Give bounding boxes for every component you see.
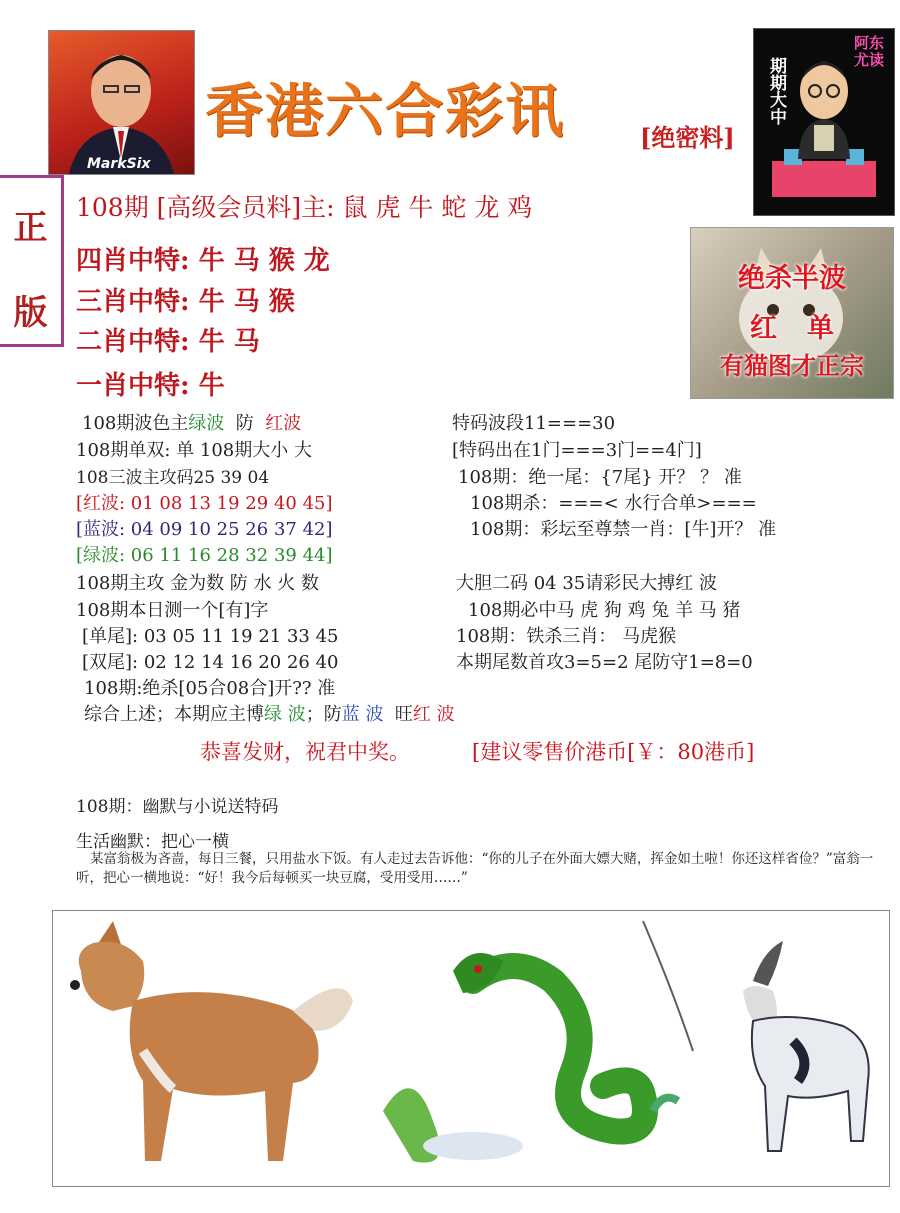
- cartoon-side-text: 期期大中: [766, 57, 786, 125]
- wave-red: 红波: [265, 413, 302, 434]
- portrait-photo-left: [48, 30, 195, 175]
- wave-green: 绿波: [188, 413, 225, 434]
- kill-line: 108期:绝杀[05合08合]开?? 准: [84, 678, 336, 699]
- cat-box-line-2: 红单: [750, 313, 864, 344]
- life-humor-title: 生活幽默：把心一横: [76, 832, 229, 852]
- marksix-logo: MarkSix: [87, 156, 151, 172]
- summary-part-2: ；防: [305, 704, 342, 725]
- three-zodiac-line: 三肖中特: 牛 马 猴: [76, 287, 295, 317]
- tail-attack-line: 本期尾数首攻3=5=2 尾防守1=8=0: [456, 652, 753, 673]
- must-win-line: 108期必中马 虎 狗 鸡 兔 羊 马 猪: [468, 600, 741, 621]
- wave-guard: 防: [224, 413, 266, 434]
- portrait-illustration: [49, 31, 194, 174]
- animal-drawings: [53, 911, 889, 1186]
- two-zodiac-line: 二肖中特: 牛 马: [76, 327, 260, 357]
- single-tail-line: [单尾]: 03 05 11 19 21 33 45: [82, 626, 339, 647]
- three-wave-line: 108三波主攻码25 39 04: [76, 468, 270, 488]
- forum-line: 108期：彩坛至尊禁一肖：[牛]开？ 准: [470, 519, 777, 540]
- special-door-line: [特码出在1门===3门==4门]: [452, 440, 702, 461]
- goat-illustration: [643, 921, 869, 1151]
- test-char-line: 108期本日测一个[有]字: [76, 600, 269, 621]
- authentic-badge-char-2: 版: [13, 293, 48, 333]
- element-kill-line: 108期杀：===< 水行合单>===: [470, 493, 757, 514]
- cat-promo-box: [690, 227, 894, 399]
- authentic-badge-char-1: 正: [13, 208, 48, 248]
- summary-blue: 蓝 波: [341, 704, 384, 725]
- summary-part-1: 综合上述；本期应主博: [84, 704, 264, 725]
- four-zodiac-line: 四肖中特: 牛 马 猴 龙: [76, 246, 330, 276]
- tail-kill-line: 108期：绝一尾：{7尾} 开？ ？ 准: [458, 467, 742, 488]
- dragon-illustration: [383, 953, 645, 1163]
- humor-title: 108期：幽默与小说送特码: [76, 797, 279, 817]
- cartoon-photo-right: [753, 28, 895, 216]
- summary-red: 红 波: [412, 704, 455, 725]
- authentic-badge: [0, 175, 64, 347]
- price-line: [建议零售价港币[￥：80港币]: [472, 740, 755, 764]
- cartoon-corner-text: 阿东尤读: [854, 34, 885, 69]
- bold-two-line: 大胆二码 04 35请彩民大搏红 波: [456, 573, 717, 594]
- iron-kill-line: 108期：铁杀三肖： 马虎猴: [456, 626, 677, 647]
- summary-part-3: 旺: [383, 704, 413, 725]
- congrats-line: 恭喜发财，祝君中奖。: [200, 740, 410, 764]
- cat-box-line-1: 绝杀半波: [738, 263, 846, 294]
- cat-box-line-3: 有猫图才正宗: [720, 352, 864, 380]
- wave-label: 108期波色主: [82, 413, 189, 434]
- special-segment-line: 特码波段11===30: [452, 413, 616, 434]
- page-title-sub: [绝密料]: [640, 123, 735, 152]
- page-title: 香港六合彩讯: [205, 77, 566, 145]
- joke-text: 某富翁极为吝啬，每日三餐，只用盐水下饭。有人走过去告诉他：“你的儿子在外面大嫖大赌，挥金如土啦！你还这样省俭？”富翁一听，把心一横地说：“好！我今后每顿买一块豆腐，受用受用……”: [76, 851, 874, 886]
- single-double-line: 108期单双: 单 108期大小 大: [76, 440, 312, 461]
- zodiac-animal-illustrations: [52, 910, 890, 1187]
- blue-wave-numbers: [蓝波: 04 09 10 25 26 37 42]: [76, 519, 333, 540]
- member-line: 108期 [高级会员料]主: 鼠 虎 牛 蛇 龙 鸡: [76, 193, 533, 222]
- green-wave-numbers: [绿波: 06 11 16 28 32 39 44]: [76, 545, 333, 566]
- one-zodiac-line: 一肖中特: 牛: [76, 371, 225, 401]
- red-wave-numbers: [红波: 01 08 13 19 29 40 45]: [76, 493, 333, 514]
- double-tail-line: [双尾]: 02 12 14 16 20 26 40: [82, 652, 339, 673]
- summary-line: [84, 700, 455, 726]
- dog-illustration: [70, 921, 353, 1161]
- main-attack-line: 108期主攻 金为数 防 水 火 数: [76, 573, 319, 594]
- wave-color-line: [82, 409, 301, 435]
- summary-green: 绿 波: [264, 704, 306, 725]
